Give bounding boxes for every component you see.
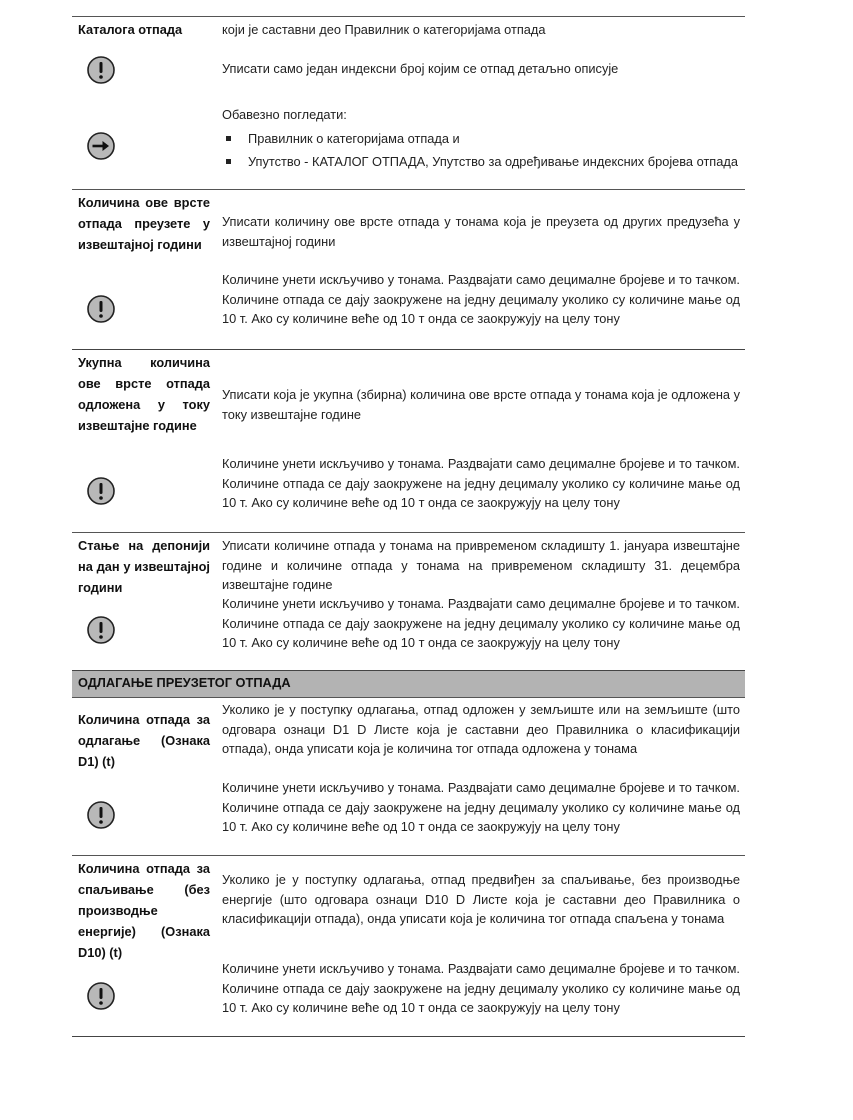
table-row-total-disposed xyxy=(72,350,745,532)
table-row-catalog xyxy=(72,17,745,189)
section-header xyxy=(72,670,745,698)
row-label: Количина ове врсте отпада преузете у извештајној години xyxy=(78,195,210,252)
bullet-item: Правилник о категоријама отпада и xyxy=(222,129,740,149)
instructions-table xyxy=(72,16,745,1037)
exclamation-icon xyxy=(86,981,116,1011)
note-text xyxy=(222,105,740,172)
note-text: Количине унети искључиво у тонама. Раздвајати само децималне бројеве и то тачком. Количине отпада се дају заокружене на једну децималу уколико су количине мање од 10 т. Ако су количине веће од 10 т онда се заокружују на целу тону xyxy=(222,780,740,834)
row-description: Уписати количину ове врсте отпада у тонама која је преузета од других предузећа у извештајној години xyxy=(222,214,740,249)
row-description: Уписати која је укупна (збирна) количина ове врсте отпада у тонама која је одложена у току извештајне године xyxy=(222,387,740,422)
row-description: који је саставни део Правилник о категоријама отпада xyxy=(222,22,546,37)
table-bottom-rule xyxy=(72,1036,745,1037)
row-description: Уколико је у поступку одлагања, отпад предвиђен за спаљивање, без производње енергије (што одговара ознаци D10 D Листе која је саставни део Правилника о класификацији отпада), онда уписати која је количина тог отпада спаљена у тонама xyxy=(222,872,740,926)
exclamation-icon xyxy=(86,55,116,85)
note-text: Уписати само један индексни број којим се отпад детаљно описује xyxy=(222,61,619,76)
table-row-received-quantity xyxy=(72,190,745,349)
note-text: Количине унети искључиво у тонама. Раздвајати само децималне бројеве и то тачком. Количине отпада се дају заокружене на једну децималу уколико су количине мање од 10 т. Ако су количине веће од 10 т онда се заокружују на целу тону xyxy=(222,961,740,1015)
row-label: Каталога отпада xyxy=(78,22,183,37)
note-text: Количине унети искључиво у тонама. Раздвајати само децималне бројеве и то тачком. Количине отпада се дају заокружене на једну децималу уколико су количине мање од 10 т. Ако су количине веће од 10 т онда се заокружују на целу тону xyxy=(222,272,740,326)
section-title: ОДЛАГАЊЕ ПРЕУЗЕТОГ ОТПАДА xyxy=(78,675,291,690)
row-label: Стање на депонији на дан у извештајној години xyxy=(78,538,210,595)
exclamation-icon xyxy=(86,476,116,506)
table-row-disposal-d1 xyxy=(72,698,745,855)
bullet-item: Упутство - КАТАЛОГ ОТПАДА, Упутство за одређивање индексних бројева отпада xyxy=(222,152,740,172)
exclamation-icon xyxy=(86,294,116,324)
row-description: Уписати количине отпада у тонама на привременом складишту 1. јануара извештајне године и количине отпада у тонама на привременом складишту 31. децембра извештајне године xyxy=(222,538,740,592)
arrow-right-icon xyxy=(86,131,116,161)
table-row-landfill-status xyxy=(72,533,745,670)
note-text: Количине унети искључиво у тонама. Раздвајати само децималне бројеве и то тачком. Количине отпада се дају заокружене на једну децималу уколико су количине мање од 10 т. Ако су количине веће од 10 т онда се заокружују на целу тону xyxy=(222,456,740,510)
row-label: Количина отпада за одлагање (Ознака D1) (t) xyxy=(78,712,210,769)
row-label: Количина отпада за спаљивање (без производње енергије) (Ознака D10) (t) xyxy=(78,861,210,960)
row-description: Уколико је у поступку одлагања, отпад одложен у земљиште или на земљиште (што одговара ознаци D1 D Листе која је саставни део Правилника о класификацији отпада), онда уписати која је количина тог отпада одложена у тонама xyxy=(222,702,740,756)
row-label: Укупна количина ове врсте отпада одложена у току извештајне године xyxy=(78,355,210,433)
exclamation-icon xyxy=(86,615,116,645)
note-text: Количине унети искључиво у тонама. Раздвајати само децималне бројеве и то тачком. Количине отпада се дају заокружене на једну децималу уколико су количине мање од 10 т. Ако су количине веће од 10 т онда се заокружују на целу тону xyxy=(222,596,740,650)
see-also-list xyxy=(222,129,740,172)
table-row-incineration-d10 xyxy=(72,856,745,1036)
see-also-heading: Обавезно погледати: xyxy=(222,107,347,122)
exclamation-icon xyxy=(86,800,116,830)
